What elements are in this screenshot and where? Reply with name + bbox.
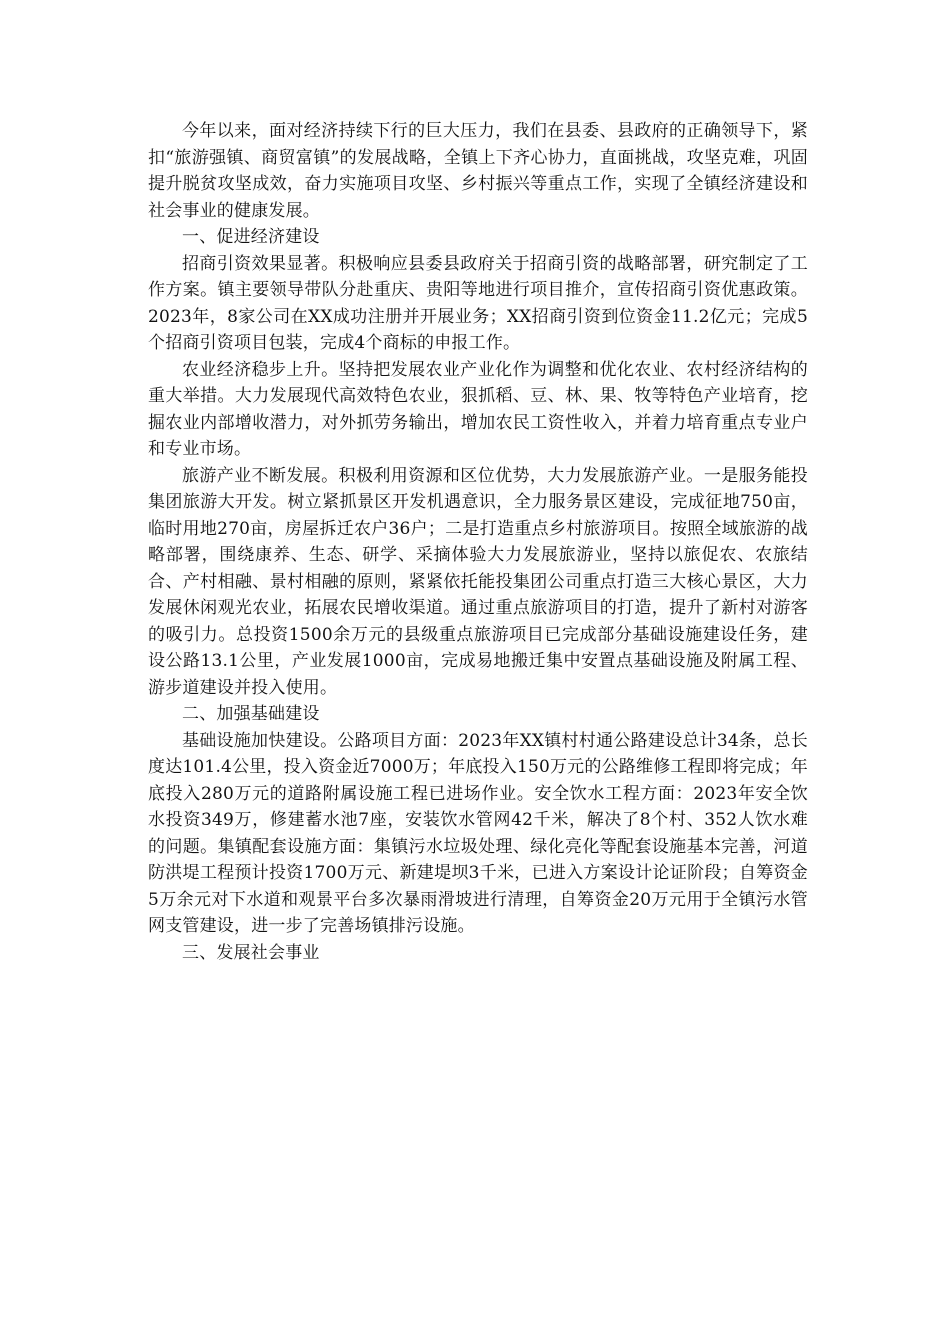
document-page xyxy=(148,118,808,966)
paragraph-investment: 招商引资效果显著。积极响应县委县政府关于招商引资的战略部署，研究制定了工作方案。镇主要领导带队分赴重庆、贵阳等地进行项目推介，宣传招商引资优惠政策。2023年，8家公司在XX成功注册并开展业务；XX招商引资到位资金11.2亿元；完成5个招商引资项目包装，完成4个商标的申报工作。 xyxy=(148,253,808,353)
section-heading-economy: 一、促进经济建设 xyxy=(182,227,320,247)
paragraph-infrastructure: 基础设施加快建设。公路项目方面：2023年XX镇村村通公路建设总计34条，总长度达101.4公里，投入资金近7000万；年底投入150万元的公路维修工程即将完成；年底投入280万元的道路附属设施工程已进场作业。安全饮水工程方面：2023年安全饮水投资349万，修建蓄水池7座，安装饮水管网42千米，解决了8个村、352人饮水难的问题。集镇配套设施方面：集镇污水垃圾处理、绿化亮化等配套设施基本完善，河道防洪堤工程预计投资1700万元、新建堤坝3千米，已进入方案设计论证阶段；自筹资金5万余元对下水道和观景平台多次暴雨滑坡进行清理，自筹资金20万元用于全镇污水管网支管建设，进一步了完善场镇排污设施。 xyxy=(148,730,808,936)
section-heading-social: 三、发展社会事业 xyxy=(182,942,320,963)
section-heading-infrastructure: 二、加强基础建设 xyxy=(182,704,320,724)
intro-paragraph: 今年以来，面对经济持续下行的巨大压力，我们在县委、县政府的正确领导下，紧扣“旅游强镇、商贸富镇”的发展战略，全镇上下齐心协力，直面挑战，攻坚克难，巩固提升脱贫攻坚成效，奋力实施项目攻坚、乡村振兴等重点工作，实现了全镇经济建设和社会事业的健康发展。 xyxy=(148,121,808,221)
paragraph-agriculture: 农业经济稳步上升。坚持把发展农业产业化作为调整和优化农业、农村经济结构的重大举措。大力发展现代高效特色农业，狠抓稻、豆、林、果、牧等特色产业培育，挖掘农业内部增收潜力，对外抓劳务输出，增加农民工资性收入，并着力培育重点专业户和专业市场。 xyxy=(148,359,808,459)
paragraph-tourism: 旅游产业不断发展。积极利用资源和区位优势，大力发展旅游产业。一是服务能投集团旅游大开发。树立紧抓景区开发机遇意识，全力服务景区建设，完成征地750亩，临时用地270亩，房屋拆迁农户36户；二是打造重点乡村旅游项目。按照全域旅游的战略部署，围绕康养、生态、研学、采摘体验大力发展旅游业，坚持以旅促农、农旅结合、产村相融、景村相融的原则，紧紧依托能投集团公司重点打造三大核心景区，大力发展休闲观光农业，拓展农民增收渠道。通过重点旅游项目的打造，提升了新村对游客的吸引力。总投资1500余万元的县级重点旅游项目已完成部分基础设施建设任务，建设公路13.1公里，产业发展1000亩，完成易地搬迁集中安置点基础设施及附属工程、游步道建设并投入使用。 xyxy=(148,465,808,698)
